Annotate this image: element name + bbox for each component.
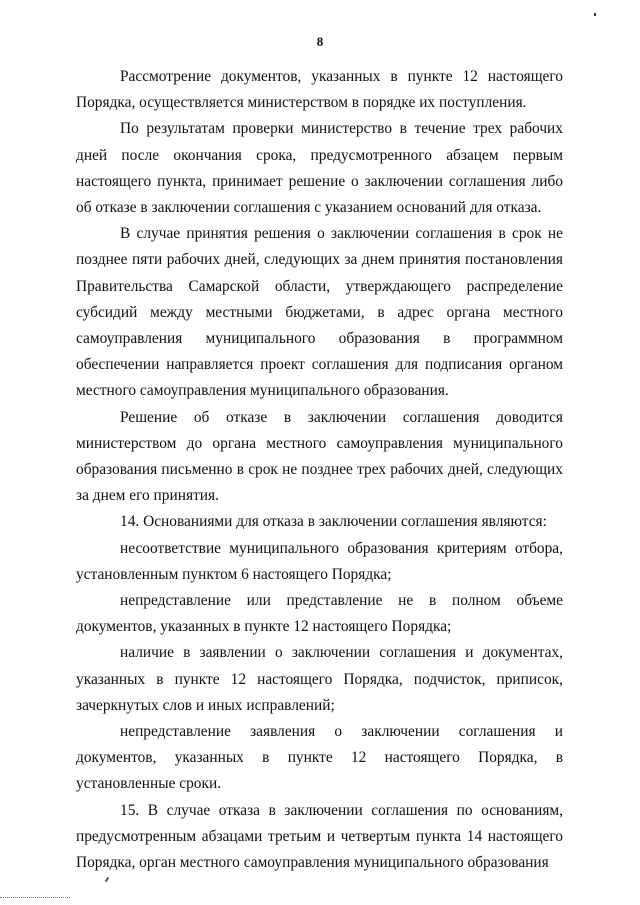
paragraph-ground-criteria: несоответствие муниципального образования критериям отбора, установленным пунктом 6 настоящего Порядка; — [76, 539, 563, 583]
paragraph-ground-corrections: наличие в заявлении о заключении соглашения и документах, указанных в пункте 12 настоящего Порядка, подчисток, приписок, зачеркнутых слов и иных исправлений; — [76, 644, 563, 714]
scan-speck — [105, 877, 110, 882]
paragraph-ground-documents: непредставление или представление не в полном объеме документов, указанных в пункте 12 настоящего Порядка; — [76, 592, 563, 636]
paragraph-document-review: Рассмотрение документов, указанных в пункте 12 настоящего Порядка, осуществляется министерством в порядке их поступления. — [76, 68, 563, 112]
paragraph-refusal-notice: Решение об отказе в заключении соглашения доводится министерством до органа местного самоуправления муниципального образования письменно в срок не позднее трех рабочих дней, следующих за днем его принятия. — [76, 408, 563, 505]
paragraph-agreement-draft: В случае принятия решения о заключении соглашения в срок не позднее пяти рабочих дней, следующих за днем принятия постановления Правительства Самарской области, утверждающего распределение субсидий между местными бюджетами, в адрес органа местного самоуправления муниципального образования в программном обеспечении направляется проект соглашения для подписания органом местного самоуправления муниципального образования. — [76, 225, 563, 400]
paragraph-review-results: По результатам проверки министерство в течение трех рабочих дней после окончания срока, предусмотренного абзацем первым настоящего пункта, принимает решение о заключении соглашения либо об отказе в заключении соглашения с указанием оснований для отказа. — [76, 120, 563, 217]
scan-edge-mark — [0, 897, 70, 898]
page-number: 8 — [316, 34, 324, 49]
paragraph-ground-deadline: непредставление заявления о заключении соглашения и документов, указанных в пункте 12 настоящего Порядка, в установленные сроки. — [76, 723, 563, 793]
scan-speck — [594, 13, 596, 16]
paragraph-refusal-consequences: 15. В случае отказа в заключении соглашения по основаниям, предусмотренным абзацами третьим и четвертым пункта 14 настоящего Порядка, орган местного самоуправления муниципального образования — [76, 801, 563, 872]
document-body — [76, 64, 563, 876]
paragraph-refusal-grounds-heading: 14. Основаниями для отказа в заключении соглашения являются: — [120, 513, 547, 531]
